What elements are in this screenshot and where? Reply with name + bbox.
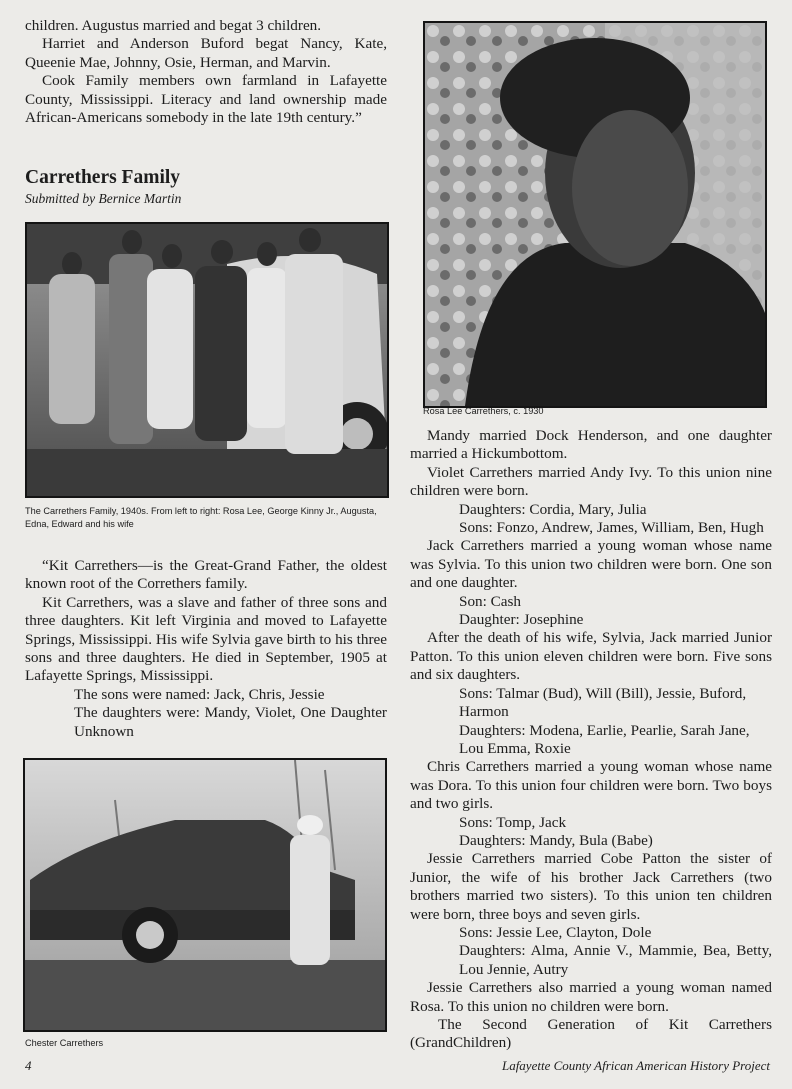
paragraph: Mandy married Dock Henderson, and one daughter married a Hickumbottom. <box>410 427 772 463</box>
paragraph: Harriet and Anderson Buford begat Nancy, Kate, Queenie Mae, Johnny, Osie, Herman, and Marvin. <box>25 35 387 71</box>
page-number: 4 <box>25 1058 32 1073</box>
submitted-by: Submitted by Bernice Martin <box>25 191 182 206</box>
list-item: Sons: Tomp, Jack <box>459 813 567 831</box>
list-item: Sons: Fonzo, Andrew, James, William, Ben, Hugh <box>459 519 764 537</box>
paragraph: Violet Carrethers married Andy Ivy. To this union nine children were born. <box>410 463 772 500</box>
list-item: Daughter: Josephine <box>459 611 584 629</box>
paragraph: Jessie Carrethers married Cobe Patton the sister of Junior, the wife of his brother Jack Carrethers (two brothers married two sisters). To this union ten children were born, three boys and seven girls. <box>410 850 772 923</box>
paragraph: Jack Carrethers married a young woman whose name was Sylvia. To this union two children were born. One son and one daughter. <box>410 537 772 592</box>
chester-photo <box>23 758 387 1032</box>
left-body-text <box>25 557 387 741</box>
family-photo <box>25 222 389 498</box>
rosa-photo-image <box>425 23 765 406</box>
list-item: Sons: Talmar (Bud), Will (Bill), Jessie, Buford, Harmon <box>459 684 747 721</box>
paragraph: “Kit Carrethers—is the Great-Grand Father, the oldest known root of the Correthers family. <box>25 557 387 593</box>
list-item: Daughters: Modena, Earlie, Pearlie, Sarah Jane, Lou Emma, Roxie <box>459 721 750 757</box>
paragraph: Cook Family members own farmland in Lafayette County, Mississippi. Literacy and land ownership made African-Americans somebody in the late 19th century.” <box>25 72 387 127</box>
chester-photo-caption: Chester Carrethers <box>25 1038 104 1048</box>
list-item: Daughters: Alma, Annie V., Mammie, Bea, Betty, Lou Jennie, Autry <box>459 942 772 978</box>
paragraph: The Second Generation of Kit Carrethers (GrandChildren) <box>410 1016 772 1052</box>
list-item: Daughters: Cordia, Mary, Julia <box>459 500 647 518</box>
chester-photo-image <box>25 760 385 1030</box>
family-photo-caption: The Carrethers Family, 1940s. From left to right: Rosa Lee, George Kinny Jr., Augusta, Edna, Edward and his wife <box>25 506 377 529</box>
rosa-photo <box>423 21 767 408</box>
paragraph: Jessie Carrethers also married a young woman named Rosa. To this union no children were born. <box>410 979 772 1015</box>
paragraph: Kit Carrethers, was a slave and father of three sons and three daughters. Kit left Virginia and moved to Lafayette Springs, Mississippi. His wife Sylvia gave birth to his three sons and three daughters. He died in September, 1905 at Lafayette Springs, Mississippi. <box>25 593 387 685</box>
list-item: Daughters: Mandy, Bula (Babe) <box>459 831 653 849</box>
list-item: Son: Cash <box>459 592 522 610</box>
paragraph: children. Augustus married and begat 3 children. <box>25 17 322 34</box>
family-photo-image <box>27 224 387 496</box>
section-header <box>25 166 387 208</box>
list-item: Sons: Jessie Lee, Clayton, Dole <box>459 923 652 941</box>
left-top-text <box>25 17 387 127</box>
list-item: The daughters were: Mandy, Violet, One Daughter Unknown <box>74 704 387 740</box>
section-title: Carrethers Family <box>25 167 181 188</box>
rosa-photo-caption: Rosa Lee Carrethers, c. 1930 <box>423 406 544 416</box>
right-body-text <box>410 427 772 1053</box>
list-item: The sons were named: Jack, Chris, Jessie <box>74 685 325 703</box>
paragraph: Chris Carrethers married a young woman whose name was Dora. To this union four children were born. Two boys and two girls. <box>410 758 772 813</box>
paragraph: After the death of his wife, Sylvia, Jack married Junior Patton. To this union eleven children were born. Five sons and six daughters. <box>410 629 772 684</box>
footer-title: Lafayette County African American History Project <box>501 1058 770 1073</box>
